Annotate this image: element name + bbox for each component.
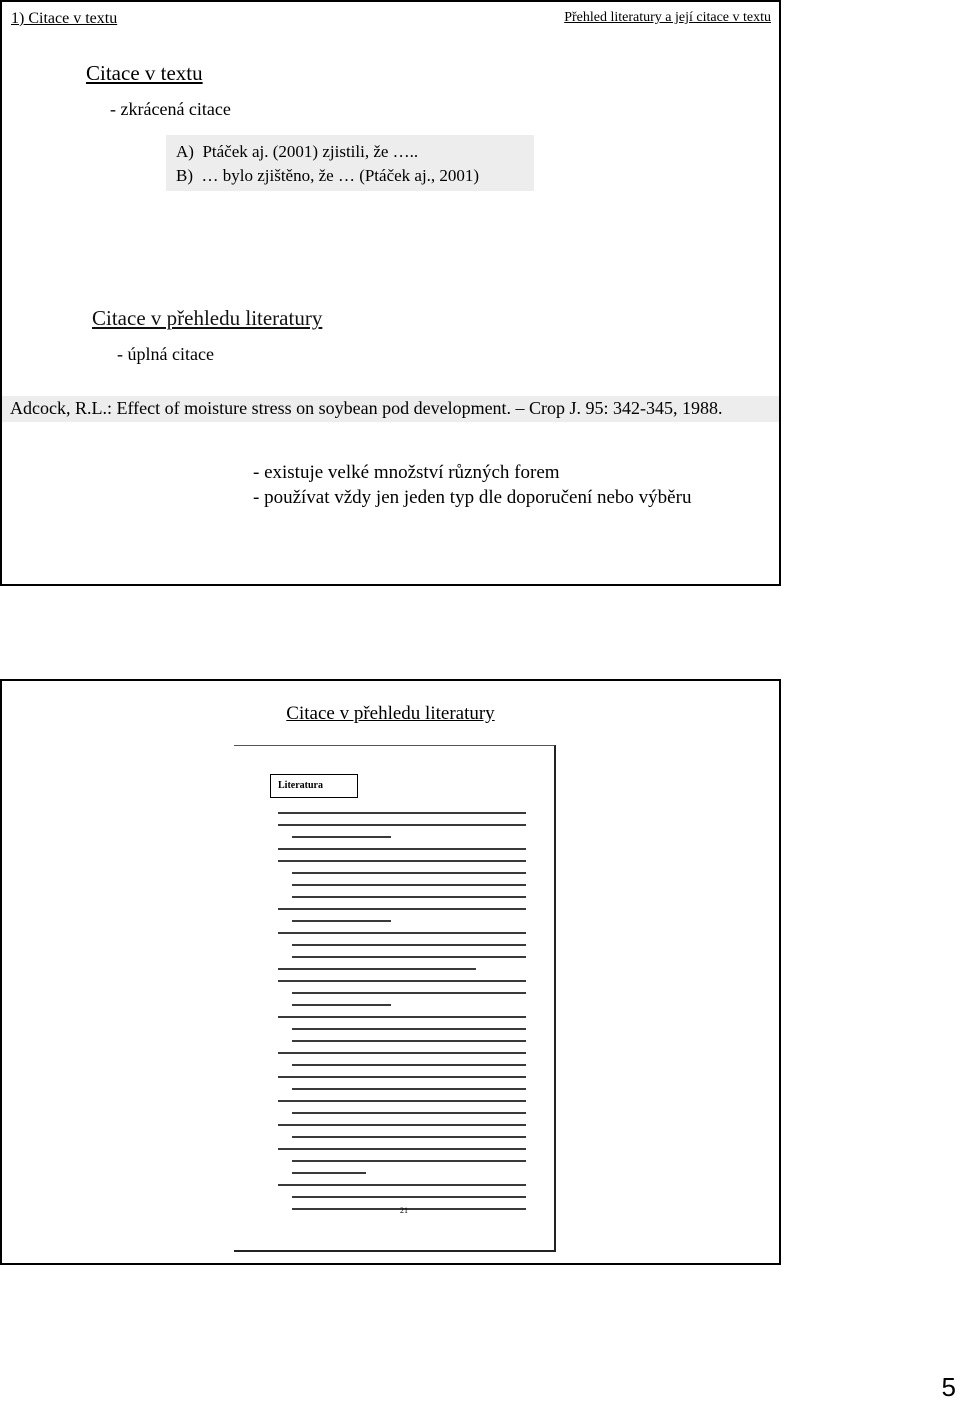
slide-2 xyxy=(0,679,781,1265)
section-subtitle-full: - úplná citace xyxy=(117,344,214,364)
reference-box xyxy=(2,396,779,422)
bullet-list xyxy=(253,460,691,510)
example-box xyxy=(166,135,534,191)
slide-header-right: Přehled literatury a její citace v textu xyxy=(564,10,771,25)
literature-page-image xyxy=(234,745,556,1252)
page-number: 5 xyxy=(941,1372,956,1402)
literature-text-lines xyxy=(278,812,526,1220)
bullet-item: - používat vždy jen jeden typ dle doporučení nebo výběru xyxy=(253,487,692,508)
literature-label: Literatura xyxy=(270,774,358,798)
example-line-b: B) … bylo zjištěno, že … (Ptáček aj., 2001) xyxy=(176,166,480,185)
slide-header-left: 1) Citace v textu xyxy=(11,10,118,27)
section-subtitle-short: - zkrácená citace xyxy=(110,99,231,119)
section-title-in-text: Citace v textu xyxy=(86,61,203,85)
slide2-title: Citace v přehledu literatury xyxy=(286,703,495,724)
example-line-a: A) Ptáček aj. (2001) zjistili, že ….. xyxy=(176,142,419,161)
literature-page-number: 21 xyxy=(400,1206,408,1215)
slide-1 xyxy=(0,0,781,586)
bullet-item: - existuje velké množství různých forem xyxy=(253,462,560,483)
section-title-literature: Citace v přehledu literatury xyxy=(92,306,323,330)
reference-text: Adcock, R.L.: Effect of moisture stress on soybean pod development. – Crop J. 95: 342-345, 1988. xyxy=(10,398,723,418)
